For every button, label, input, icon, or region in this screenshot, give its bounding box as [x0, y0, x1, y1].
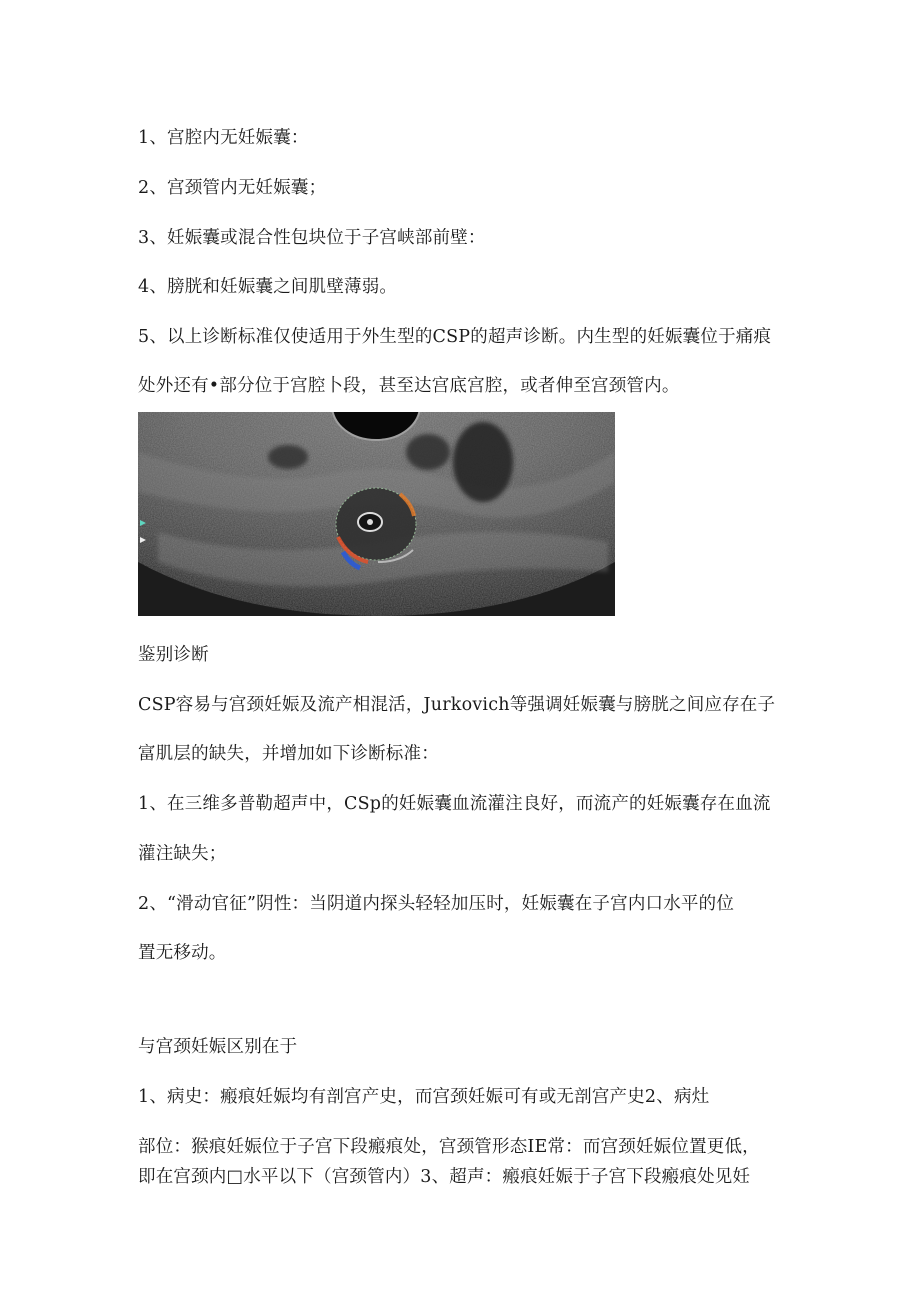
differential-item1-line-2: 灌注缺失； [138, 844, 227, 864]
differential-heading: 鉴别诊断 [138, 645, 209, 665]
cervical-line-2: 部位：猴痕妊娠位于子宫下段瘢痕处，宫颈管形态IE常：而宫颈妊娠位置更低， [138, 1137, 760, 1157]
differential-item2-line-1: 2、“滑动官征”阴性：当阴道内探头轻轻加压时，妊娠囊在子宫内口水平的位 [138, 894, 735, 914]
criteria-line-4: 4、膀胱和妊娠囊之间肌壁薄弱。 [138, 277, 398, 297]
criteria-line-5: 5、以上诊断标准仅使适用于外生型的CSP的超声诊断。内生型的妊娠囊位于痛痕 [138, 327, 772, 347]
criteria-line-6: 处外还有•部分位于宫腔卜段，甚至达宫底宫腔，或者伸至宫颈管内。 [138, 376, 680, 396]
differential-intro-line-2: 富肌层的缺失，并增加如下诊断标准： [138, 744, 439, 764]
criteria-line-2: 2、宫颈管内无妊娠囊； [138, 178, 327, 198]
differential-intro-line-1: CSP容易与宫颈妊娠及流产相混活，Jurkovich等强调妊娠囊与膀胱之间应存在子 [138, 695, 776, 715]
differential-item2-line-2: 置无移动。 [138, 943, 227, 963]
ultrasound-doppler-scan [138, 412, 615, 616]
criteria-line-1: 1、宫腔内无妊娠囊： [138, 128, 309, 148]
criteria-line-3: 3、妊娠囊或混合性包块位于子宫峡部前壁： [138, 228, 486, 248]
cervical-line-1: 1、病史：瘢痕妊娠均有剖宫产史，而宫颈妊娠可有或无剖宫产史2、病灶 [138, 1087, 710, 1107]
cervical-line-3: 即在宫颈内□水平以下（宫颈管内）3、超声：瘢痕妊娠于子宫下段瘢痕处见妊 [138, 1167, 751, 1187]
differential-item1-line-1: 1、在三维多普勒超声中，CSp的妊娠囊血流灌注良好，而流产的妊娠囊存在血流 [138, 794, 771, 814]
cervical-heading: 与宫颈妊娠区别在于 [138, 1037, 298, 1057]
ultrasound-image [138, 412, 615, 616]
